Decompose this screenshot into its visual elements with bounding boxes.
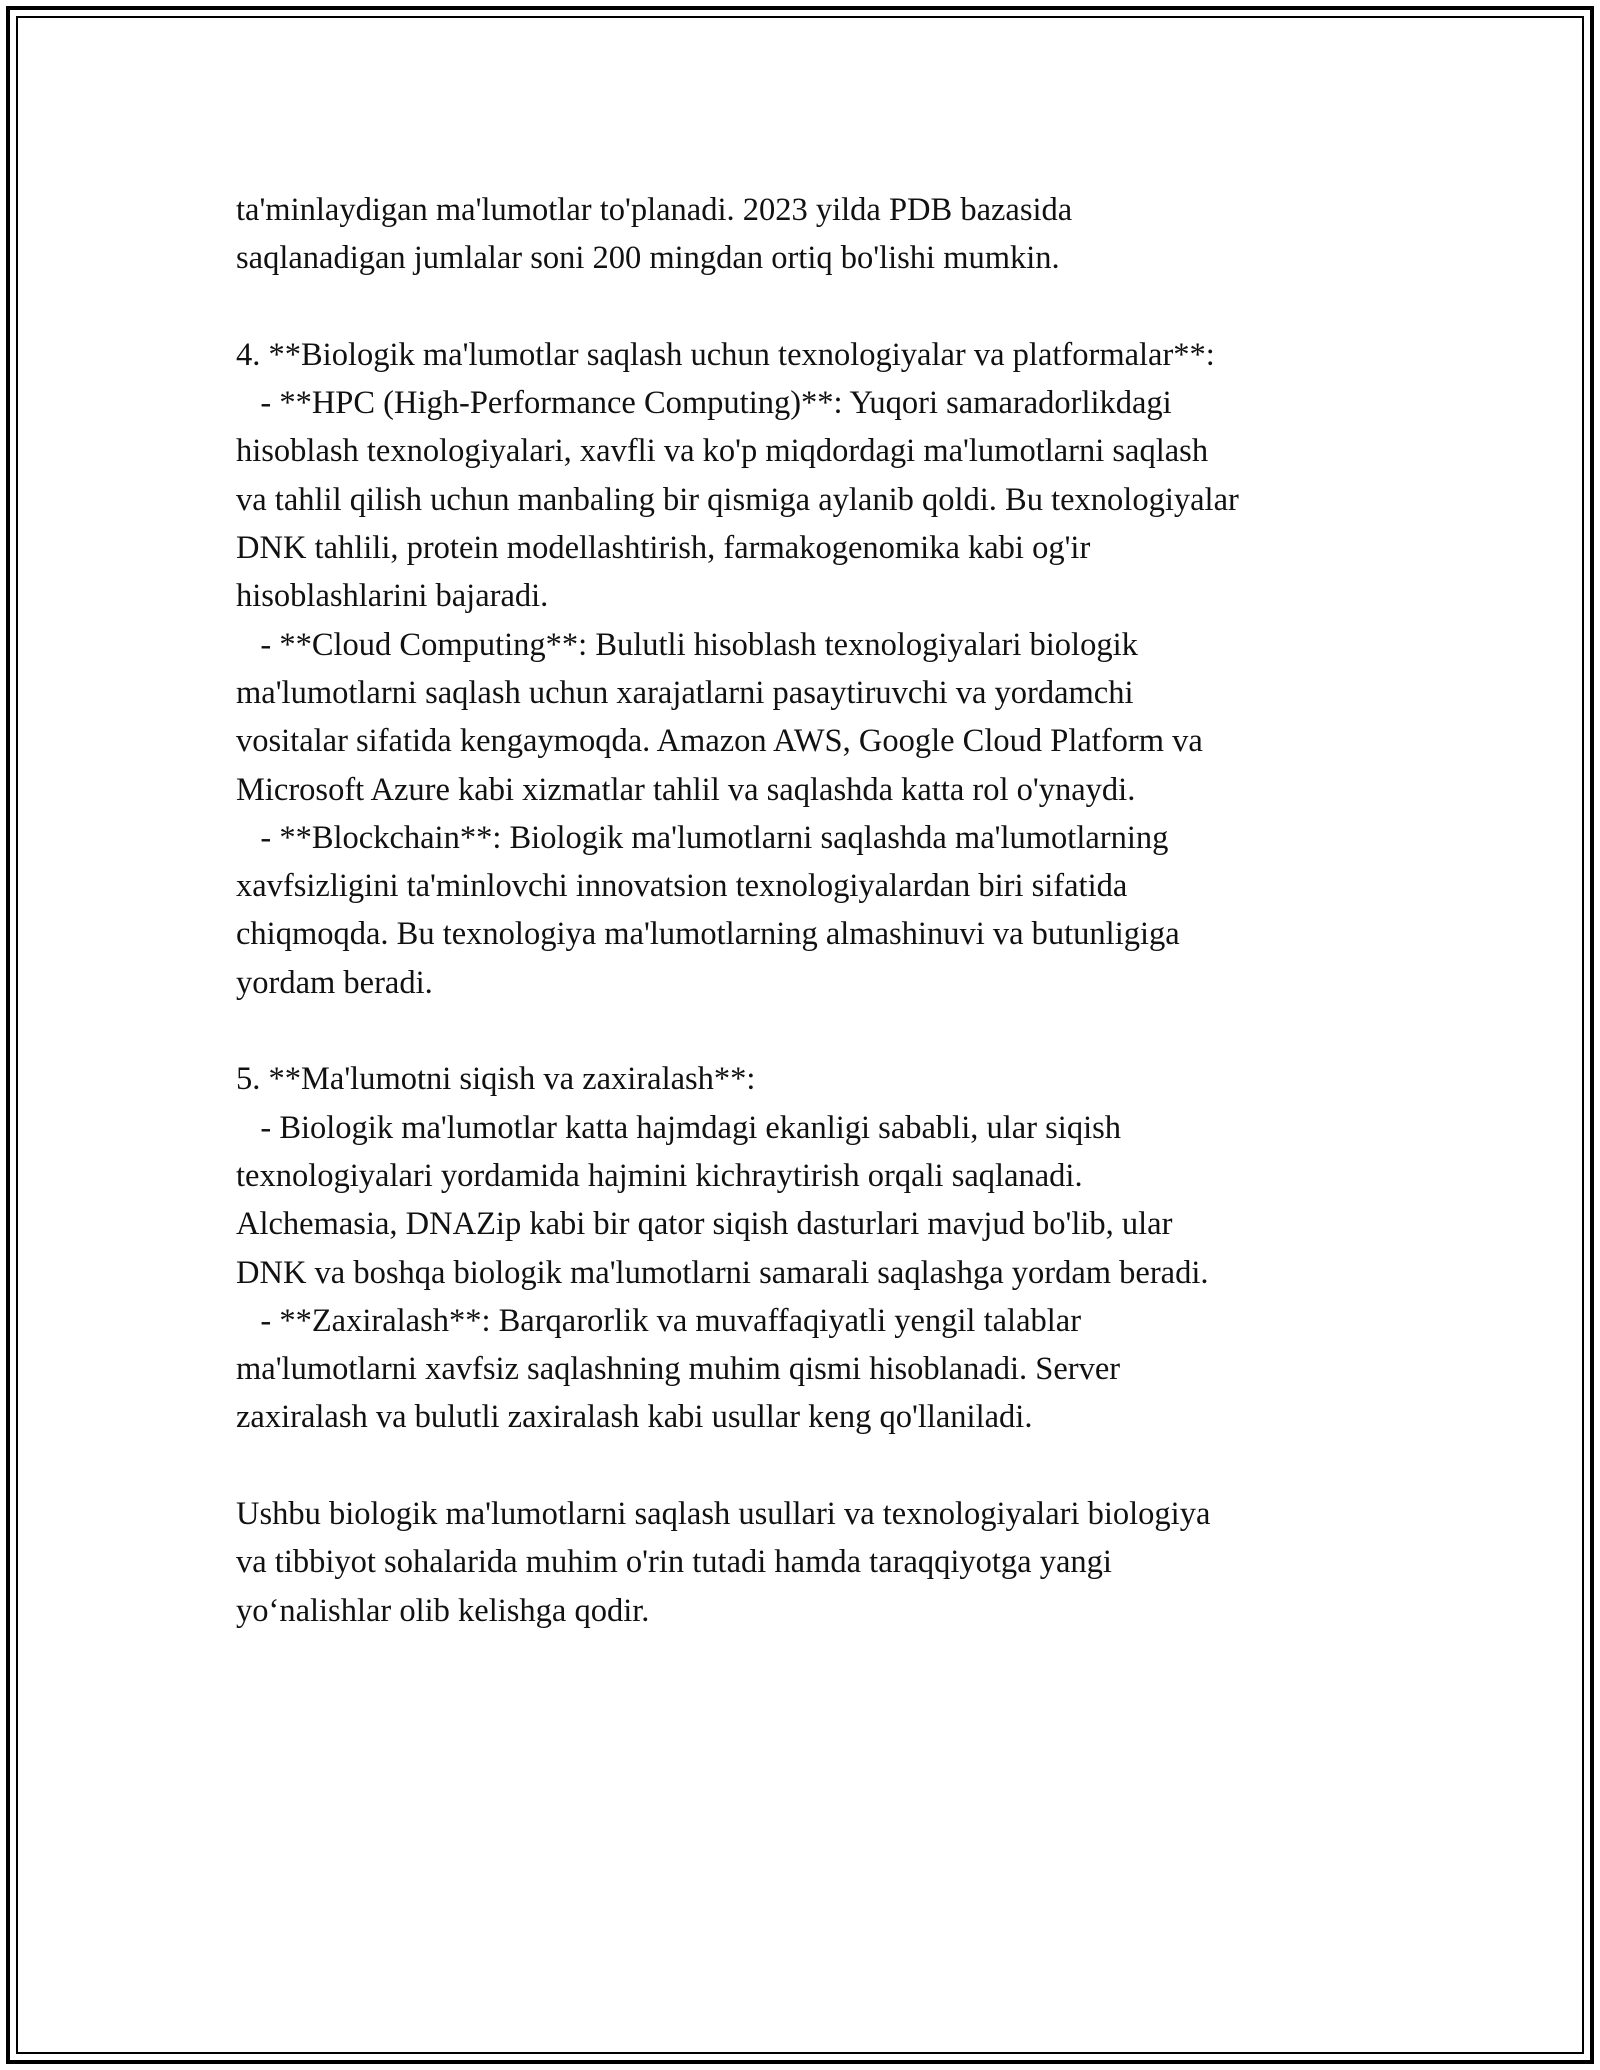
text-line: xavfsizligini ta'minlovchi innovatsion texnologiyalardan biri sifatida <box>236 868 1128 905</box>
text-line: ma'lumotlarni saqlash uchun xarajatlarni pasaytiruvchi va yordamchi <box>236 674 1134 711</box>
text-line: - **Cloud Computing**: Bulutli hisoblash texnologiyalari biologik <box>236 626 1138 663</box>
text-line: - **HPC (High-Performance Computing)**: Yuqori samaradorlikdagi <box>236 385 1172 422</box>
text-line: DNK va boshqa biologik ma'lumotlarni samarali saqlashga yordam beradi. <box>236 1254 1209 1291</box>
text-line: vositalar sifatida kengaymoqda. Amazon AWS, Google Cloud Platform va <box>236 723 1203 760</box>
text-line: - **Zaxiralash**: Barqarorlik va muvaffaqiyatli yengil talablar <box>236 1302 1082 1339</box>
text-line: DNK tahlili, protein modellashtirish, farmakogenomika kabi og'ir <box>236 530 1091 567</box>
text-line: Alchemasia, DNAZip kabi bir qator siqish dasturlari mavjud bo'lib, ular <box>236 1206 1173 1243</box>
text-line: saqlanadigan jumlalar soni 200 mingdan ortiq bo'lishi mumkin. <box>236 240 1060 277</box>
text-line: yordam beradi. <box>236 964 433 1001</box>
text-line: - **Blockchain**: Biologik ma'lumotlarni saqlashda ma'lumotlarning <box>236 819 1169 856</box>
paragraph-conclusion <box>236 1490 1396 1635</box>
text-line: texnologiyalari yordamida hajmini kichraytirish orqali saqlanadi. <box>236 1157 1083 1194</box>
text-line: - Biologik ma'lumotlar katta hajmdagi ekanligi sababli, ular siqish <box>236 1109 1121 1146</box>
text-line: hisoblashlarini bajaradi. <box>236 578 549 615</box>
text-line: yo‘nalishlar olib kelishga qodir. <box>236 1592 650 1629</box>
text-line: ta'minlaydigan ma'lumotlar to'planadi. 2023 yilda PDB bazasida <box>236 192 1073 228</box>
text-line: va tahlil qilish uchun manbaling bir qismiga aylanib qoldi. Bu texnologiyalar <box>236 481 1239 518</box>
paragraph-pdb-continuation <box>236 186 1396 283</box>
document-body <box>236 186 1396 1683</box>
text-line: zaxiralash va bulutli zaxiralash kabi usullar keng qo'llaniladi. <box>236 1399 1033 1436</box>
section-4-technologies <box>236 331 1396 1007</box>
text-line: ma'lumotlarni xavfsiz saqlashning muhim qismi hisoblanadi. Server <box>236 1351 1121 1388</box>
text-line: Microsoft Azure kabi xizmatlar tahlil va saqlashda katta rol o'ynaydi. <box>236 771 1136 808</box>
section-heading: 5. **Ma'lumotni siqish va zaxiralash**: <box>236 1061 756 1098</box>
text-line: va tibbiyot sohalarida muhim o'rin tutadi hamda taraqqiyotga yangi <box>236 1544 1112 1581</box>
text-line: Ushbu biologik ma'lumotlarni saqlash usullari va texnologiyalari biologiya <box>236 1496 1211 1533</box>
section-heading: 4. **Biologik ma'lumotlar saqlash uchun texnologiyalar va platformalar**: <box>236 336 1215 373</box>
text-line: chiqmoqda. Bu texnologiya ma'lumotlarning almashinuvi va butunligiga <box>236 916 1180 953</box>
section-5-compression <box>236 1055 1396 1441</box>
text-line: hisoblash texnologiyalari, xavfli va ko'p miqdordagi ma'lumotlarni saqlash <box>236 433 1209 470</box>
